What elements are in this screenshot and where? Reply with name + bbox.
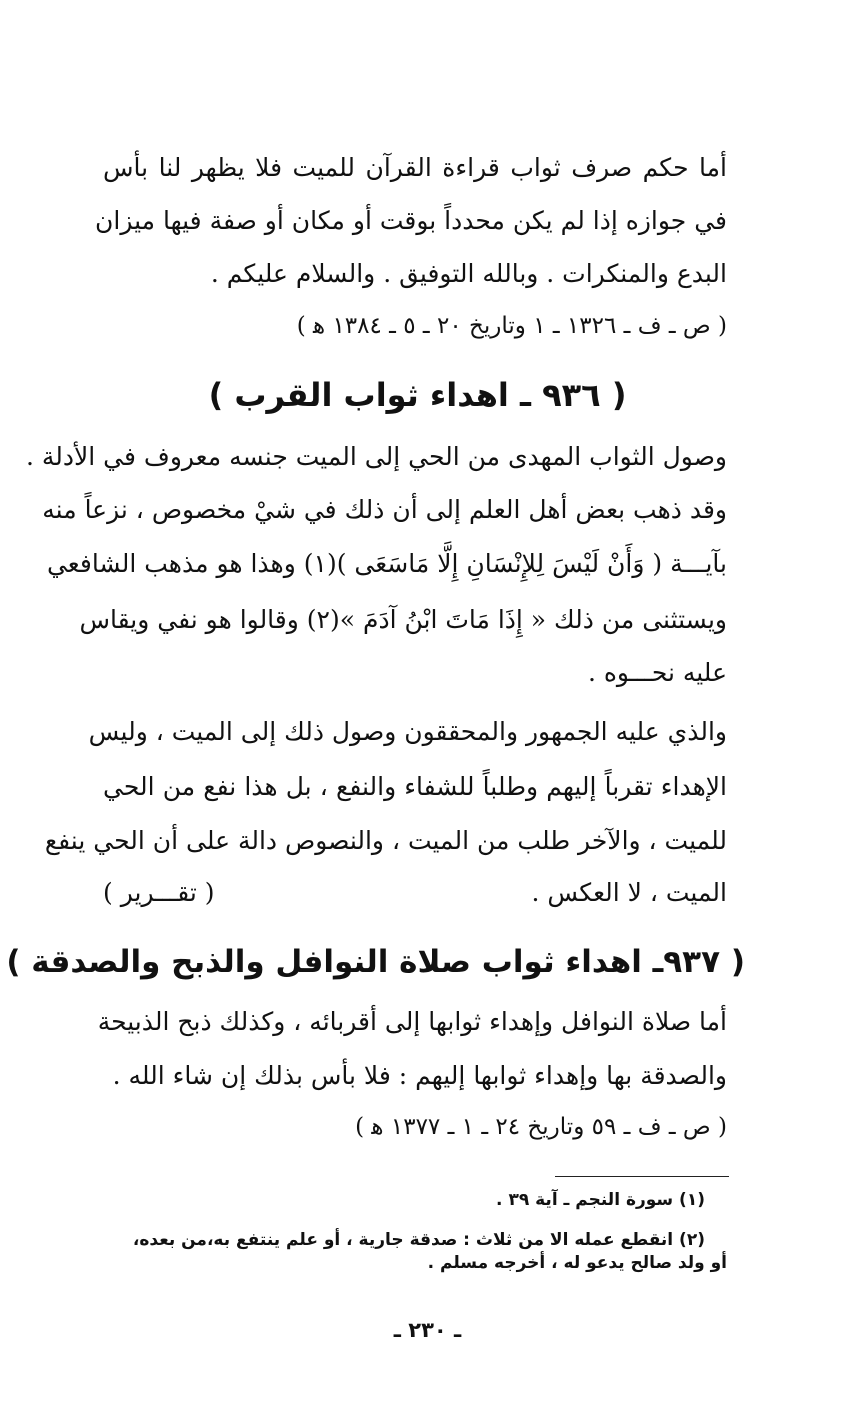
section-936-heading: ( ٩٣٦ ـ اهداء ثواب القرب ) xyxy=(208,376,627,414)
section-936-line: بآيـــة ( وَأَنْ لَيْسَ لِلإِنْسَانِ إِلَّا مَاسَعَى )(١) وهذا هو مذهب الشافعي xyxy=(46,549,727,578)
section-937-line: والصدقة بها وإهداء ثوابها إليهم : فلا بأس بذلك إن شاء الله . xyxy=(112,1061,727,1090)
section-936-line: الإهداء تقرباً إليهم وطلباً للشفاء والنفع ، بل هذا نفع من الحي xyxy=(103,772,727,801)
intro-line: البدع والمنكرات . وبالله التوفيق . والسلام عليكم . xyxy=(210,259,727,288)
section-936-last-text: الميت ، لا العكس . xyxy=(531,878,727,907)
footnote-2: (٢) انقطع عمله الا من ثلاث : صدقة جارية ، أو علم ينتفع به،من بعده، xyxy=(132,1230,705,1250)
footnote-1: (١) سورة النجم ـ آية ٣٩ . xyxy=(496,1190,705,1210)
intro-reference: ( ص ـ ف ـ ١٣٢٦ ـ ١ وتاريخ ٢٠ ـ ٥ ـ ١٣٨٤ ﻫ ) xyxy=(296,313,727,339)
section-936-attribution: ( تقـــرير ) xyxy=(103,878,215,907)
section-936-line: والذي عليه الجمهور والمحققون وصول ذلك إلى الميت ، وليس xyxy=(88,717,727,746)
section-936-line: وصول الثواب المهدى من الحي إلى الميت جنسه معروف في الأدلة . xyxy=(25,442,727,471)
footnote-separator xyxy=(555,1176,729,1177)
intro-line: أما حكم صرف ثواب قراءة القرآن للميت فلا يظهر لنا بأس xyxy=(103,153,727,182)
footnote-2-continuation: أو ولد صالح يدعو له ، أخرجه مسلم . xyxy=(427,1253,727,1273)
section-936-line: ويستثنى من ذلك « إِذَا مَاتَ ابْنُ آدَمَ »(٢) وقالوا هو نفي ويقاس xyxy=(79,605,727,634)
section-936-line: وقد ذهب بعض أهل العلم إلى أن ذلك في شيْ مخصوص ، نزعاً منه xyxy=(42,495,727,524)
section-937-line: أما صلاة النوافل وإهداء ثوابها إلى أقربائه ، وكذلك ذبح الذبيحة xyxy=(97,1007,727,1036)
section-937-heading: ( ٩٣٧ـ اهداء ثواب صلاة النوافل والذبح والصدقة ) xyxy=(6,944,745,980)
intro-line: في جوازه إذا لم يكن محدداً بوقت أو مكان أو صفة فيها ميزان xyxy=(95,206,727,235)
section-936-line: عليه نحـــوه . xyxy=(587,658,727,687)
section-936-line: للميت ، والآخر طلب من الميت ، والنصوص دالة على أن الحي ينفع xyxy=(44,826,727,855)
section-936-closing-line xyxy=(103,876,727,910)
page-number: ـ ٢٣٠ ـ xyxy=(393,1318,462,1342)
section-937-reference: ( ص ـ ف ـ ٥٩ وتاريخ ٢٤ ـ ١ ـ ١٣٧٧ ﻫ ) xyxy=(355,1114,727,1140)
